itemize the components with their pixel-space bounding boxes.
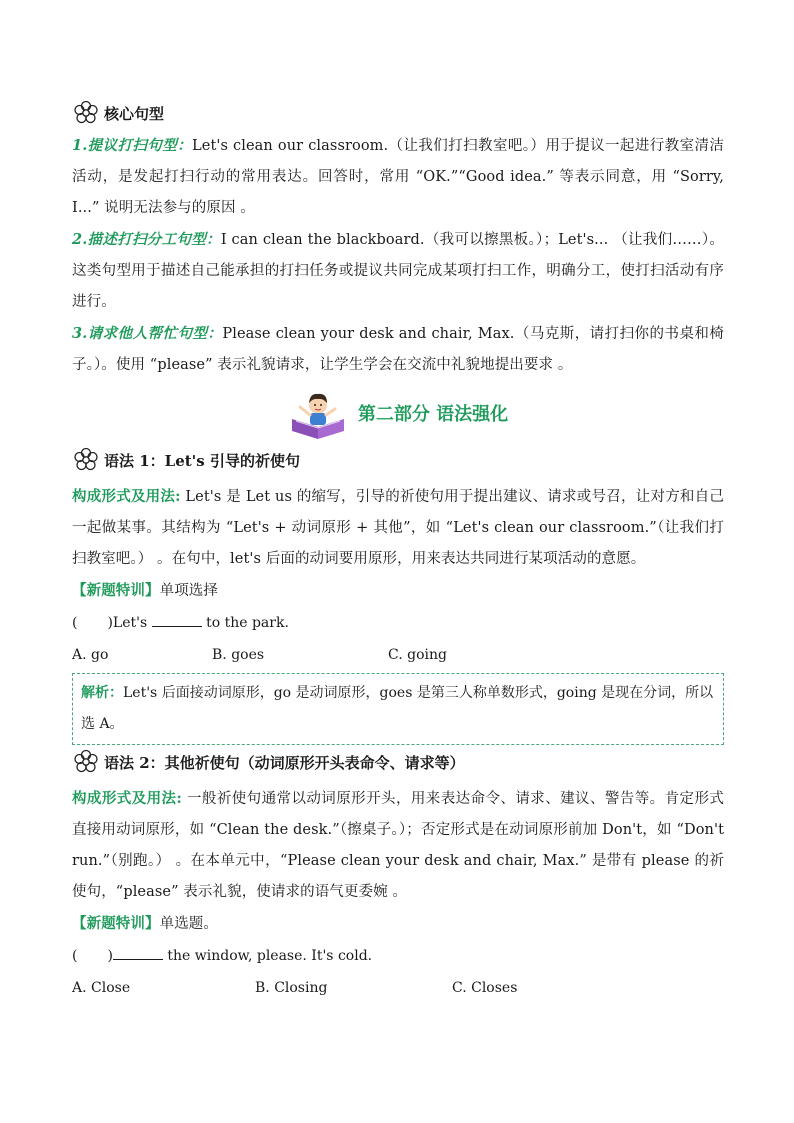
item-text: Let's clean our classroom.（让我们打扫教室吧。）用于提议一起进行教室清洁活动，是发起打扫行动的常用表达。回答时，常用 “OK.”“Good idea.” 等表示同意，用 “Sorry, I...” 说明无法参与的原因 。 <box>72 138 724 216</box>
grammar-heading-text: 语法 2：其他祈使句（动词原形开头表命令、请求等） <box>104 753 465 772</box>
flower-icon <box>72 748 100 776</box>
item-label: 2.描述打扫分工句型： <box>72 231 221 248</box>
item-text: I can clean the blackboard.（我可以擦黑板。）；Let's... （让我们……）。这类句型用于描述自己能承担的打扫任务或提议共同完成某项打扫工作，明确分工，使打扫活动有序进行。 <box>72 232 724 310</box>
analysis-box <box>72 673 724 745</box>
item-text: Please clean your desk and chair, Max.（马克斯，请打扫你的书桌和椅子。）。使用 “please” 表示礼貌请求，让学生学会在交流中礼貌地提出要求 。 <box>72 326 724 373</box>
grammar-heading-text: 语法 1：Let's 引导的祈使句 <box>104 451 300 470</box>
part-title-text: 第二部分 语法强化 <box>357 404 509 425</box>
form-usage-text: Let's 是 Let us 的缩写，引导的祈使句用于提出建议、请求或号召，让对方和自己一起做某事。其结构为 “Let's + 动词原形 + 其他”，如 “Let's clean our classroom.”（让我们打扫教室吧。） 。在句中，let's 后面的动词要用原形，用来表达共同进行某项活动的意愿。 <box>72 489 724 567</box>
form-usage-label: 构成形式及用法: <box>72 790 182 807</box>
sentence-item-3 <box>72 318 724 381</box>
sentence-item-1 <box>72 130 724 224</box>
grammar-1-explanation <box>72 481 724 575</box>
grammar-1-heading <box>72 443 724 477</box>
item-label: 1.提议打扫句型： <box>72 137 193 154</box>
reading-kid-icon <box>288 385 350 441</box>
option-c[interactable]: C. Closes <box>452 980 518 996</box>
training-label: 【新题特训】 <box>72 582 160 599</box>
option-a[interactable]: A. go <box>72 647 109 663</box>
question-stem: )Let's <box>107 615 148 631</box>
grammar-1-options <box>72 639 724 671</box>
grammar-2-training <box>72 908 724 940</box>
sentence-item-2 <box>72 224 724 318</box>
analysis-text: Let's 后面接动词原形，go 是动词原形，goes 是第三人称单数形式，going 是现在分词，所以选 A。 <box>81 685 714 732</box>
training-label: 【新题特训】 <box>72 915 160 932</box>
section-heading-text: 核心句型 <box>104 104 165 123</box>
question-stem: ) <box>107 948 113 964</box>
flower-icon <box>72 446 100 474</box>
item-label: 3.请求他人帮忙句型： <box>72 325 223 342</box>
option-a[interactable]: A. Close <box>72 980 131 996</box>
question-paren-open: ( <box>72 615 78 631</box>
training-type: 单项选择 <box>159 583 219 599</box>
training-type: 单选题。 <box>159 916 219 932</box>
grammar-1-training <box>72 575 724 607</box>
option-c[interactable]: C. going <box>388 647 447 663</box>
grammar-1-question <box>72 607 724 639</box>
content-area <box>72 96 724 1004</box>
fill-blank[interactable] <box>113 945 163 960</box>
question-paren-open: ( <box>72 948 78 964</box>
question-end: the window, please. It's cold. <box>167 948 373 964</box>
form-usage-text: 一般祈使句通常以动词原形开头，用来表达命令、请求、建议、警告等。肯定形式直接用动词原形，如 “Clean the desk.”（擦桌子。）；否定形式是在动词原形前加 Don't，如 “Don't run.”（别跑。） 。在本单元中，“Please clean your desk and chair, Max.” 是带有 please 的祈使句，“please” 表示礼貌，使请求的语气更委婉 。 <box>72 791 724 900</box>
grammar-2-heading <box>72 745 724 779</box>
flower-icon <box>72 99 100 127</box>
grammar-2-explanation <box>72 783 724 908</box>
question-end: to the park. <box>206 615 289 631</box>
analysis-label: 解析： <box>81 685 123 701</box>
section-heading-core-sentences <box>72 96 724 130</box>
form-usage-label: 构成形式及用法: <box>72 488 181 505</box>
grammar-2-options <box>72 972 724 1004</box>
part-title <box>72 383 724 443</box>
fill-blank[interactable] <box>152 612 202 627</box>
option-b[interactable]: B. Closing <box>255 980 328 996</box>
grammar-2-question <box>72 940 724 972</box>
option-b[interactable]: B. goes <box>212 647 265 663</box>
